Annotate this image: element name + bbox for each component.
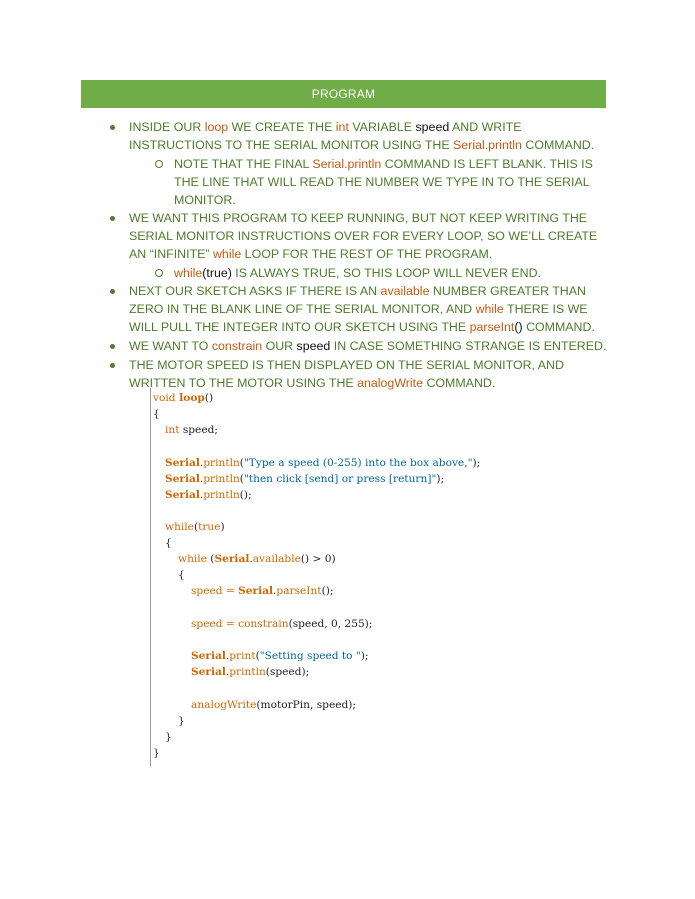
code-line: }: [165, 731, 172, 743]
keyword: Serial.println: [312, 157, 382, 171]
text: COMMAND.: [522, 320, 595, 334]
code-line: speed = constrain(speed, 0, 255);: [191, 618, 373, 630]
keyword: available: [380, 284, 430, 298]
text: VARIABLE: [348, 120, 416, 134]
text: LOOP FOR THE REST OF THE PROGRAM.: [241, 247, 493, 261]
keyword: while: [174, 266, 203, 280]
code-line: int speed;: [165, 424, 218, 436]
keyword: while: [212, 247, 242, 261]
text: WE CREATE THE: [228, 120, 336, 134]
keyword: while: [475, 302, 504, 316]
sub-list-item: [110, 155, 610, 209]
instruction-list: [110, 118, 610, 393]
keyword: (): [514, 320, 523, 334]
keyword: analogWrite: [357, 376, 424, 390]
bullet-dot: [110, 216, 115, 221]
keyword: int: [335, 120, 349, 134]
code-line: Serial.println(speed);: [191, 666, 310, 678]
code-line: while(true): [165, 521, 225, 533]
sub-bullet-circle: [155, 269, 163, 277]
text: NOTE THAT THE FINAL: [174, 157, 313, 171]
bullet-dot: [110, 125, 115, 130]
code-line: while (Serial.available() > 0): [178, 553, 336, 565]
text: AND WRITE INSTRUCTIONS TO THE SERIAL MONITOR USING THE: [129, 120, 522, 152]
code-line: void loop(): [153, 392, 214, 404]
code-line: Serial.print("Setting speed to ");: [191, 650, 369, 662]
bullet-dot: [110, 344, 115, 349]
list-item: [110, 337, 610, 355]
keyword: (true): [202, 266, 232, 280]
bullet-dot: [110, 289, 115, 294]
code-line: }: [153, 747, 160, 759]
code-line: {: [178, 569, 185, 581]
text: INSIDE OUR: [129, 120, 205, 134]
sub-bullet-circle: [155, 160, 163, 168]
code-line: Serial.println("then click [send] or press [return]");: [165, 473, 445, 485]
keyword: loop: [204, 120, 229, 134]
keyword: constrain: [211, 339, 263, 353]
sub-list-item: [110, 264, 610, 282]
keyword: Serial.println: [453, 138, 522, 152]
list-item: [110, 209, 610, 263]
text: COMMAND.: [423, 376, 496, 390]
bullet-dot: [110, 363, 115, 368]
program-banner: [81, 80, 606, 108]
list-item: [110, 356, 610, 392]
list-item: [110, 282, 610, 336]
text: COMMAND IS LEFT BLANK. THIS IS THE LINE THAT WILL READ THE NUMBER WE TYPE IN TO THE SERIAL MONITOR.: [174, 157, 593, 207]
text: OUR: [262, 339, 297, 353]
keyword: parseInt: [469, 320, 515, 334]
text: IN CASE SOMETHING STRANGE IS ENTERED.: [330, 339, 607, 353]
text: THE MOTOR SPEED IS THEN DISPLAYED ON THE SERIAL MONITOR, AND WRITTEN TO THE MOTOR USING THE: [129, 358, 564, 390]
code-line: speed = Serial.parseInt();: [191, 585, 334, 597]
code-line: {: [165, 537, 172, 549]
code-block: [150, 388, 591, 766]
text: THERE IS WE WILL PULL THE INTEGER INTO OUR SKETCH USING THE: [129, 302, 588, 334]
text: WE WANT THIS PROGRAM TO KEEP RUNNING, BUT NOT KEEP WRITING THE SERIAL MONITOR INSTRUCTIONS OVER FOR EVERY LOOP, SO WE’LL CREATE AN “INFINITE”: [129, 211, 598, 261]
text: NUMBER GREATER THAN ZERO IN THE BLANK LINE OF THE SERIAL MONITOR, AND: [129, 284, 586, 316]
keyword: speed: [296, 339, 331, 353]
text: IS ALWAYS TRUE, SO THIS LOOP WILL NEVER END.: [231, 266, 542, 280]
code-line: Serial.println();: [165, 489, 252, 501]
text: NEXT OUR SKETCH ASKS IF THERE IS AN: [129, 284, 381, 298]
banner-title: PROGRAM: [311, 87, 376, 101]
text: WE WANT TO: [129, 339, 212, 353]
list-item: [110, 118, 610, 154]
text: COMMAND.: [521, 138, 595, 152]
code-line: Serial.println("Type a speed (0-255) into the box above,");: [165, 457, 481, 469]
code-line: {: [153, 408, 160, 420]
code-line: analogWrite(motorPin, speed);: [191, 699, 356, 711]
code-line: }: [178, 715, 185, 727]
keyword: speed: [415, 120, 450, 134]
